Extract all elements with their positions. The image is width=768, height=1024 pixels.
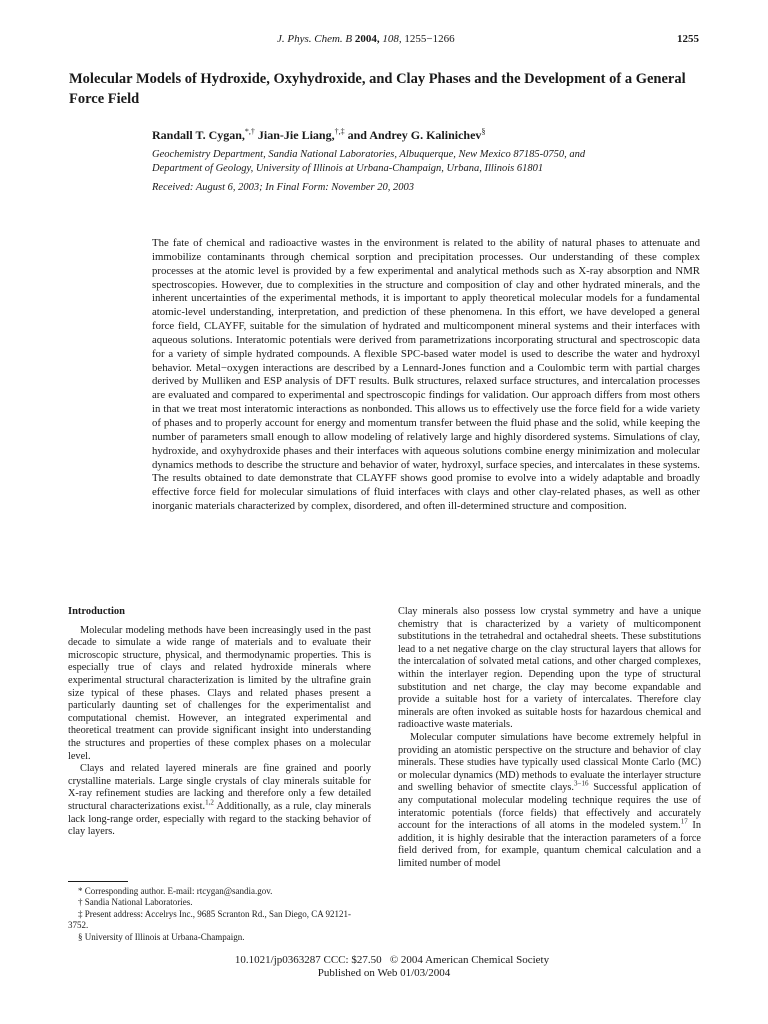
article-title: Molecular Models of Hydroxide, Oxyhydroxide, and Clay Phases and the Development of a General Force Field [69,71,686,107]
page-number: 1255 [677,33,699,45]
affiliation-line: Department of Geology, University of Illinois at Urbana-Champaign, Urbana, Illinois 61801 [152,163,544,174]
body-paragraph: Molecular modeling methods have been increasingly used in the past decade to simulate a wide range of materials and to evaluate their microscopic structure, physical, and thermodynamic properties. This is especially true of clays and related hydroxide minerals where experimental structural characterization is limited by the ultrafine grain size typical of these phases. Clays and related phases present a particularly daunting set of challenges for the experimentalist and computational chemist. However, an integrated experimental and theoretical treatment can provide significant insight into understanding the structures and properties of these complex phases on a molecular level. [68,624,371,762]
right-column [398,606,701,870]
paragraph-text: In addition, it is highly desirable that the interaction parameters of a force field derived from, for example, quantum chemical calculation and a limited number of model [398,820,701,869]
abstract: The fate of chemical and radioactive wastes in the environment is related to the ability of natural phases to attenuate and immobilize contaminants through chemical sorption and precipitation processes. Our understanding of these complex processes at the atomic level is provided by a few experimental and analytical methods such as X-ray absorption and NMR spectroscopies. However, due to complexities in the structure and composition of clay and other hydrated minerals, and the inherent uncertainties of the experimental methods, it is important to apply theoretical molecular models for a fundamental atomic-level understanding, interpretation, and prediction of these phenomena. In this effort, we have developed a general force field, CLAYFF, suitable for the simulation of hydrated and multicomponent mineral systems and their interfaces with aqueous solutions. Interatomic potentials were derived from parametrizations incorporating structural and spectroscopic data for a variety of simple hydrated compounds. A flexible SPC-based water model is used to describe the water and hydroxyl behavior. Metal−oxygen interactions are described by a Lennard-Jones function and a Coulombic term with partial charges derived by Mulliken and ESP analysis of DFT results. Bulk structures, relaxed surface structures, and intercalation processes are evaluated and compared to experimental and spectroscopic findings for validation. Our approach differs from most others in that we treat most interatomic interactions as nonbonded. This allows us to effectively use the force field for a wide variety of phases and to properly account for energy and momentum transfer between the fluid phase and the solid, while keeping the number of parameters small enough to allow modeling of relatively large and highly disordered systems. Simulations of clay, hydroxide, and oxyhydroxide phases and their interfaces with aqueous solutions combine energy minimization and molecular dynamics methods to describe the structure and behavior of water, hydroxyl, surface species, and intercalates in these systems. The results obtained to date demonstrate that CLAYFF shows good promise to evolve into a widely adaptable and broadly effective force field for molecular simulations of fluid interfaces with clays and other clay-related phases, as well as other inorganic materials characterized by complex, disordered, and often ill-determined structure and composition. [152,237,700,513]
reference-superscript: 1,2 [205,798,214,807]
journal-pages: 1255−1266 [404,33,455,45]
publication-date: Published on Web 01/03/2004 [317,967,451,979]
reference-superscript: 3−16 [574,779,589,788]
body-paragraph: Clay minerals also possess low crystal symmetry and have a unique chemistry that is characterized by a variety of multicomponent substitutions in the tetrahedral and octahedral sheets. These substitutions lead to a net negative charge on the clay structural layers that allows for the intercalation of solvated metal cations, and other charged complexes, within the interlayer region. Depending upon the type of structural substitution and net charge, the clay may become expandable and provide a suitable host for a variety of intercalates. Therefore clay minerals are often invoked as suitable hosts for hazardous chemical and radioactive waste materials. [398,606,701,731]
footer-line [0,954,768,967]
copyright-notice: © 2004 American Chemical Society [389,954,550,966]
author-list [152,127,712,143]
author-marks: †,‡ [334,127,345,136]
journal-name: J. Phys. Chem. B [277,33,353,45]
paragraph-text: Successful application of any computational molecular modeling technique requires the use of interatomic potentials (force fields) that effectively and accurately account for the interactions of all atoms in the modeled system. [398,782,701,832]
author-conjunction: and [347,128,367,142]
footnote-affiliation: § University of Illinois at Urbana-Champaign. [78,931,245,942]
paragraph-text: Clays and related layered minerals are fine grained and poorly crystalline materials. Large single crystals of clay minerals suitable for X-ray refinement studies are lacking and therefore only a few detailed structural characterizations exist. [68,763,371,812]
doi-and-price: 10.1021/jp0363287 CCC: $27.50 [234,954,382,966]
body-paragraph [68,763,371,839]
received-dates: Received: August 6, 2003; In Final Form: November 20, 2003 [152,182,414,193]
author-marks: § [481,127,486,136]
journal-volume: 108, [382,33,402,45]
section-heading-introduction: Introduction [68,606,125,617]
author-marks: *,† [244,127,255,136]
page-footer [0,954,768,980]
footnote-affiliation: † Sandia National Laboratories. [78,897,193,908]
journal-citation [277,33,455,45]
author-name: Randall T. Cygan, [152,128,245,142]
body-paragraph [398,732,701,871]
footnote-divider [68,881,128,882]
reference-superscript: 17 [680,817,688,826]
paragraph-text: Molecular computer simulations have become extremely helpful in providing an atomistic perspective on the structure and behavior of clay minerals. These studies have typically used classical Monte Carlo (MC) or molecular dynamics (MD) methods to evaluate the interlayer structure and swelling behavior of smectite clays. [398,731,701,794]
affiliation-line: Geochemistry Department, Sandia National Laboratories, Albuquerque, New Mexico 87185-0750, and [152,149,586,160]
footnote-present-address: ‡ Present address: Accelrys Inc., 9685 Scranton Rd., San Diego, CA 92121-3752. [68,908,351,931]
running-head [0,33,768,49]
left-column [68,606,371,839]
paragraph-text: Additionally, as a rule, clay minerals lack long-range order, especially with regard to the stacking behavior of clay layers. [68,800,371,838]
footnotes [68,886,371,943]
footnote-corresponding-author: * Corresponding author. E-mail: rtcygan@sandia.gov. [78,886,273,896]
affiliation [152,148,712,176]
author-name: Andrey G. Kalinichev [369,128,482,142]
author-name: Jian-Jie Liang, [257,128,335,142]
journal-year: 2004, [354,33,380,45]
